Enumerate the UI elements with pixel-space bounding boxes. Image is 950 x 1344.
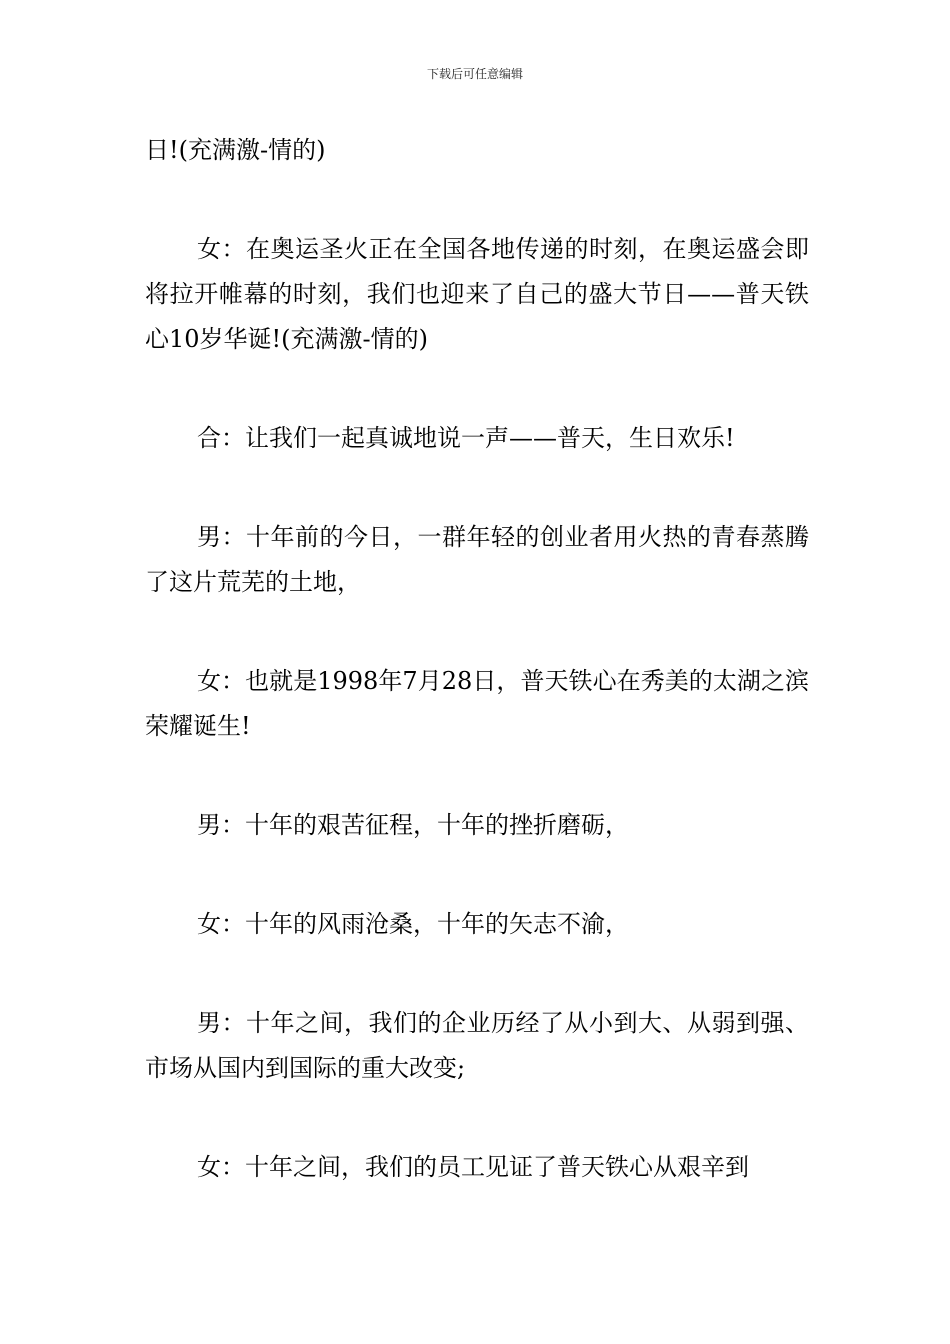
page-header: 下载后可任意编辑 [426,67,523,81]
paragraph: 女：在奥运圣火正在全国各地传递的时刻，在奥运盛会即将拉开帷幕的时刻，我们也迎来了自己的盛大节日——普天铁心10岁华诞!(充满激-情的) [145,235,809,353]
paragraph: 女：十年的风雨沧桑，十年的矢志不渝， [197,910,629,938]
paragraph: 男：十年前的今日，一群年轻的创业者用火热的青春蒸腾了这片荒芜的土地， [145,523,809,596]
paragraph-continued: 日!(充满激-情的) [145,136,326,164]
paragraph: 男：十年之间，我们的企业历经了从小到大、从弱到强、市场从国内到国际的重大改变; [145,1009,809,1082]
paragraph: 男：十年的艰苦征程，十年的挫折磨砺， [197,811,629,839]
paragraph: 女：也就是1998年7月28日，普天铁心在秀美的太湖之滨荣耀诞生! [145,667,809,740]
paragraph: 女：十年之间，我们的员工见证了普天铁心从艰辛到 [197,1153,749,1181]
document-body [145,128,809,1244]
paragraph: 合：让我们一起真诚地说一声——普天，生日欢乐! [197,424,735,452]
